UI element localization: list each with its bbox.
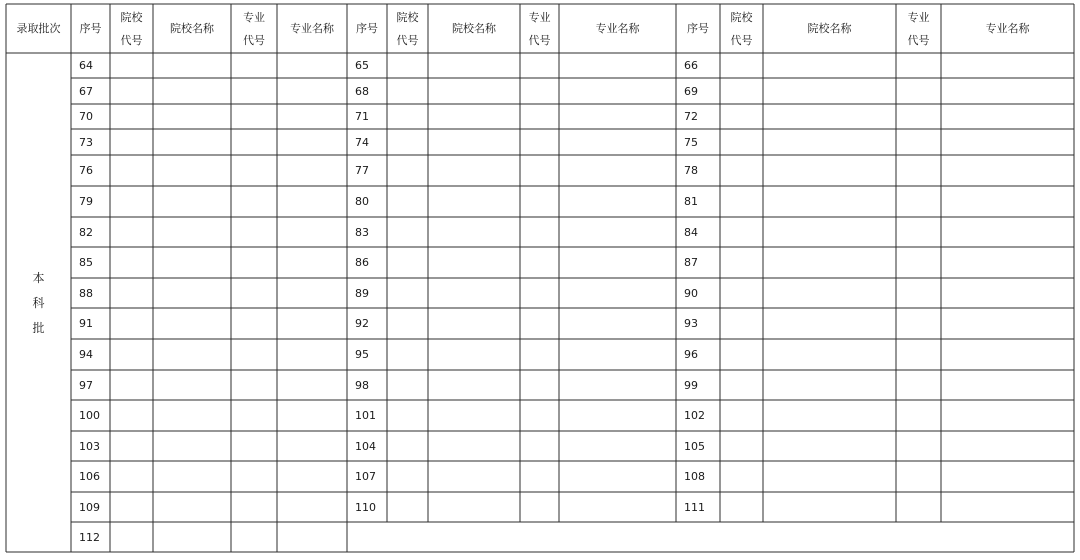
seq-number: 109 xyxy=(79,500,100,514)
seq-number-cell xyxy=(676,370,720,400)
seq-number: 102 xyxy=(684,409,705,422)
header-school-code-line1: 院校 xyxy=(396,10,419,24)
seq-number: 92 xyxy=(355,317,369,330)
seq-number-cell xyxy=(71,461,110,492)
batch-char: 本 xyxy=(32,270,45,285)
seq-number-cell xyxy=(676,400,720,431)
header-major-name xyxy=(277,4,347,53)
seq-number-cell xyxy=(347,431,387,461)
seq-number: 110 xyxy=(355,500,376,514)
header-major-name-label: 专业名称 xyxy=(985,22,1030,35)
seq-number: 79 xyxy=(79,195,93,208)
header-major-code-line1: 专业 xyxy=(243,10,265,24)
seq-number: 74 xyxy=(355,135,369,149)
header-major-code-line2: 代号 xyxy=(243,33,265,47)
seq-number-cell xyxy=(676,278,720,308)
seq-number: 64 xyxy=(79,59,93,72)
header-seq-label: 序号 xyxy=(79,22,102,35)
seq-number-cell xyxy=(71,78,110,104)
seq-number: 80 xyxy=(355,195,369,208)
header-school-code xyxy=(720,4,763,53)
seq-number-cell xyxy=(347,186,387,217)
seq-number-cell xyxy=(71,104,110,129)
header-seq-label: 序号 xyxy=(356,22,378,35)
seq-number: 77 xyxy=(355,164,369,177)
header-school-code-line1: 院校 xyxy=(730,10,753,24)
seq-number-cell xyxy=(347,308,387,339)
header-school-code xyxy=(387,4,428,53)
header-school-code-line2: 代号 xyxy=(730,33,753,47)
header-major-code-line1: 专业 xyxy=(528,10,551,24)
seq-number: 67 xyxy=(79,84,93,98)
seq-number-cell xyxy=(71,278,110,308)
seq-number-cell xyxy=(71,186,110,217)
seq-number: 70 xyxy=(79,110,93,123)
seq-number: 105 xyxy=(684,439,705,453)
header-major-code-line1: 专业 xyxy=(907,10,930,24)
seq-number-cell xyxy=(71,129,110,155)
seq-number: 65 xyxy=(355,59,369,72)
seq-number-cell xyxy=(347,155,387,186)
seq-number-cell xyxy=(71,431,110,461)
header-school-name xyxy=(428,4,520,53)
seq-number-cell xyxy=(676,78,720,104)
header-school-code-line2: 代号 xyxy=(120,33,143,47)
seq-number-cell xyxy=(71,155,110,186)
seq-number: 69 xyxy=(684,84,698,98)
header-school-code-line2: 代号 xyxy=(396,33,419,47)
seq-number-cell xyxy=(347,400,387,431)
seq-number-cell xyxy=(347,370,387,400)
seq-number-cell xyxy=(676,247,720,278)
seq-number: 87 xyxy=(684,256,698,269)
seq-number-cell xyxy=(71,400,110,431)
header-seq-label: 序号 xyxy=(687,22,709,35)
seq-number-cell xyxy=(347,247,387,278)
header-major-name-label: 专业名称 xyxy=(290,22,334,35)
seq-number-cell xyxy=(676,217,720,247)
header-major-code xyxy=(896,4,941,53)
seq-number: 97 xyxy=(79,378,93,392)
seq-number: 72 xyxy=(684,110,698,123)
seq-number: 82 xyxy=(79,225,93,239)
seq-number-cell xyxy=(71,53,110,78)
header-school-name xyxy=(153,4,231,53)
seq-number-cell xyxy=(676,155,720,186)
seq-number-cell xyxy=(347,78,387,104)
seq-number-cell xyxy=(676,104,720,129)
seq-number: 108 xyxy=(684,470,705,483)
seq-number-cell xyxy=(347,53,387,78)
seq-number: 107 xyxy=(355,470,376,483)
header-major-code xyxy=(231,4,277,53)
seq-number-cell xyxy=(676,461,720,492)
seq-number: 86 xyxy=(355,256,369,269)
seq-number-cell xyxy=(71,308,110,339)
header-school-code-line1: 院校 xyxy=(120,10,143,24)
header-seq xyxy=(71,4,110,53)
seq-number: 84 xyxy=(684,225,698,239)
seq-number-cell xyxy=(676,431,720,461)
header-major-name-label: 专业名称 xyxy=(595,22,640,35)
seq-number-cell xyxy=(676,339,720,370)
seq-number-cell xyxy=(347,129,387,155)
seq-number-cell xyxy=(676,129,720,155)
header-major-name xyxy=(559,4,676,53)
seq-number: 101 xyxy=(355,409,376,422)
header-batch xyxy=(6,4,71,53)
seq-number: 111 xyxy=(684,500,705,514)
header-school-name xyxy=(763,4,896,53)
seq-number: 66 xyxy=(684,59,698,72)
seq-number-cell xyxy=(676,308,720,339)
seq-number-cell xyxy=(71,247,110,278)
seq-number: 78 xyxy=(684,164,698,177)
seq-number: 104 xyxy=(355,439,376,453)
seq-number: 94 xyxy=(79,348,93,361)
seq-number: 85 xyxy=(79,256,93,269)
seq-number: 89 xyxy=(355,286,369,300)
seq-number-cell xyxy=(347,492,387,522)
batch-char: 批 xyxy=(32,320,45,335)
seq-number: 106 xyxy=(79,470,100,483)
seq-number: 88 xyxy=(79,286,93,300)
seq-number: 93 xyxy=(684,317,698,330)
seq-number-cell xyxy=(347,278,387,308)
seq-number: 96 xyxy=(684,348,698,361)
header-seq xyxy=(676,4,720,53)
header-major-code-line2: 代号 xyxy=(907,33,930,47)
header-major-name xyxy=(941,4,1074,53)
seq-number: 75 xyxy=(684,135,698,149)
seq-number: 91 xyxy=(79,317,93,330)
seq-number-cell xyxy=(71,370,110,400)
seq-number: 76 xyxy=(79,164,93,177)
seq-number: 90 xyxy=(684,286,698,300)
header-school-name-label: 院校名称 xyxy=(170,22,214,35)
seq-number: 98 xyxy=(355,378,369,392)
seq-number: 81 xyxy=(684,195,698,208)
seq-number-cell xyxy=(347,104,387,129)
seq-number: 103 xyxy=(79,439,100,453)
batch-char: 科 xyxy=(32,295,45,310)
seq-number: 71 xyxy=(355,110,369,123)
seq-number: 68 xyxy=(355,84,369,98)
seq-number: 73 xyxy=(79,135,93,149)
seq-number-cell xyxy=(347,461,387,492)
seq-number-cell xyxy=(71,492,110,522)
seq-number: 100 xyxy=(79,409,100,422)
header-school-code xyxy=(110,4,153,53)
seq-number-cell xyxy=(676,492,720,522)
seq-number: 99 xyxy=(684,378,698,392)
seq-number-cell xyxy=(71,217,110,247)
batch-cell xyxy=(6,53,71,552)
seq-number-cell xyxy=(71,522,110,552)
seq-number: 95 xyxy=(355,348,369,361)
header-major-code xyxy=(520,4,559,53)
seq-number: 83 xyxy=(355,225,369,239)
seq-number-cell xyxy=(676,186,720,217)
seq-number-cell xyxy=(676,53,720,78)
seq-number-cell xyxy=(71,339,110,370)
seq-number-cell xyxy=(347,339,387,370)
header-major-code-line2: 代号 xyxy=(528,33,551,47)
header-school-name-label: 院校名称 xyxy=(452,22,496,35)
seq-number: 112 xyxy=(79,530,100,544)
header-school-name-label: 院校名称 xyxy=(807,22,852,35)
header-batch-label: 录取批次 xyxy=(16,22,61,35)
seq-number-cell xyxy=(347,217,387,247)
header-seq xyxy=(347,4,387,53)
